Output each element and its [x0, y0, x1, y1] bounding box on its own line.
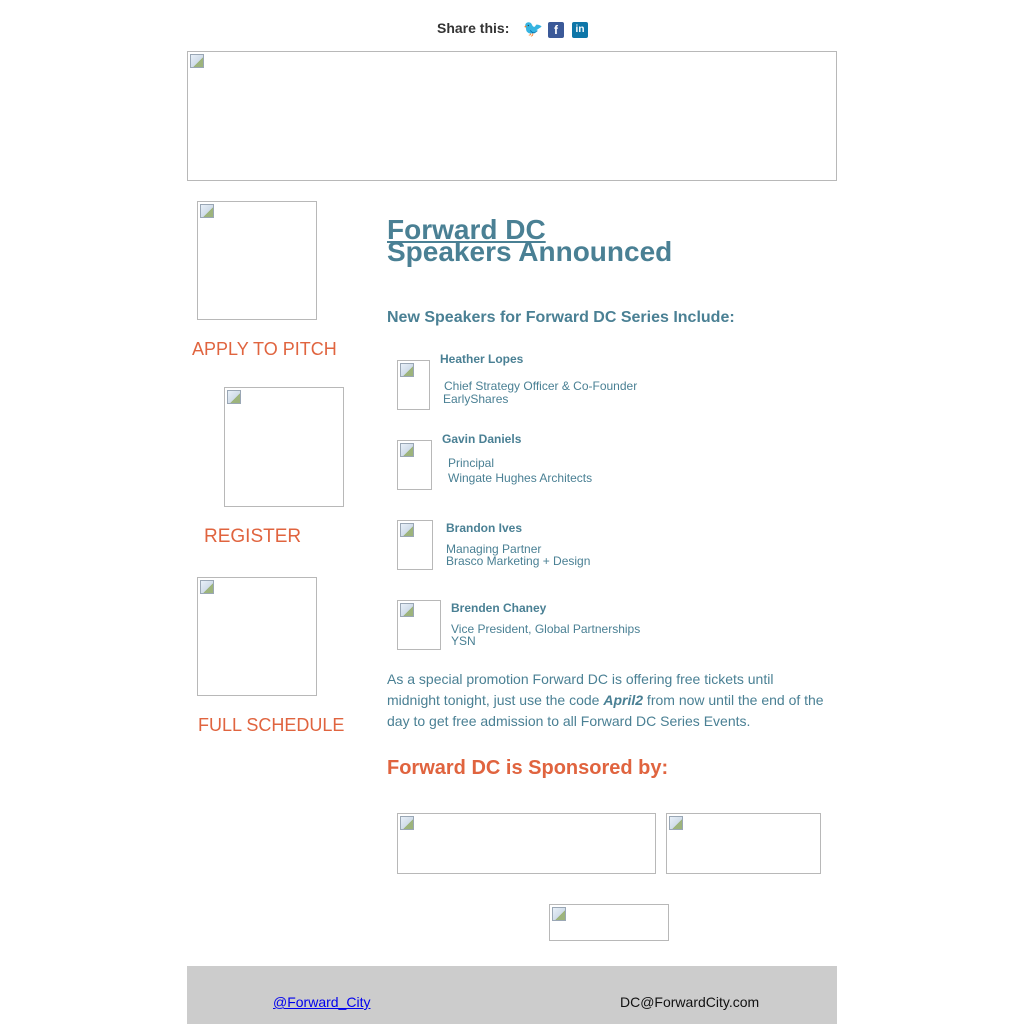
speaker-title: Managing Partner	[446, 542, 542, 556]
sponsor-logo[interactable]	[397, 813, 656, 874]
speaker-company: Wingate Hughes Architects	[448, 471, 593, 485]
sponsored-heading: Forward DC is Sponsored by:	[387, 757, 669, 779]
speaker-name: Brandon Ives	[446, 521, 523, 535]
speaker-company: YSN	[451, 634, 476, 648]
promo-text: As a special promotion Forward DC is offering free tickets until midnight tonight, just use the code April2 from now until the end of the day to get free admission to all Forward DC Series Events.	[387, 671, 824, 729]
apply-to-pitch-image[interactable]	[197, 201, 317, 320]
header-banner-image	[187, 51, 837, 181]
footer	[187, 966, 837, 1024]
apply-to-pitch-link[interactable]: APPLY TO PITCH	[192, 339, 337, 359]
contact-email[interactable]: DC@ForwardCity.com	[620, 994, 760, 1010]
speaker-title: Vice President, Global Partnerships	[451, 622, 641, 636]
twitter-handle-link[interactable]: @Forward_City	[273, 994, 371, 1010]
linkedin-icon[interactable]: in	[572, 22, 588, 38]
promo-code: April2	[603, 692, 644, 708]
speaker-photo	[397, 440, 432, 490]
speaker-company: Brasco Marketing + Design	[446, 554, 591, 568]
register-link[interactable]: REGISTER	[204, 526, 302, 547]
speaker-title: Chief Strategy Officer & Co-Founder	[444, 379, 638, 393]
sponsor-logo[interactable]	[666, 813, 821, 874]
speaker-name: Brenden Chaney	[451, 601, 547, 615]
speaker-photo	[397, 520, 433, 570]
twitter-icon[interactable]: 🐦	[523, 21, 543, 38]
speaker-name: Heather Lopes	[440, 352, 524, 366]
full-schedule-link[interactable]: FULL SCHEDULE	[198, 715, 345, 735]
headline-link[interactable]: Forward DC	[387, 214, 546, 245]
register-image[interactable]	[224, 387, 344, 507]
facebook-icon[interactable]: f	[548, 22, 564, 38]
share-label: Share this:	[437, 20, 510, 36]
speakers-subheading: New Speakers for Forward DC Series Include:	[387, 309, 735, 326]
speaker-title: Principal	[448, 456, 495, 470]
speaker-name: Gavin Daniels	[442, 432, 522, 446]
speaker-photo	[397, 360, 430, 410]
sponsor-logo[interactable]	[549, 904, 669, 941]
speaker-photo	[397, 600, 441, 650]
speaker-company: EarlyShares	[443, 392, 509, 406]
headline-subtitle: Speakers Announced	[387, 236, 673, 267]
full-schedule-image[interactable]	[197, 577, 317, 696]
